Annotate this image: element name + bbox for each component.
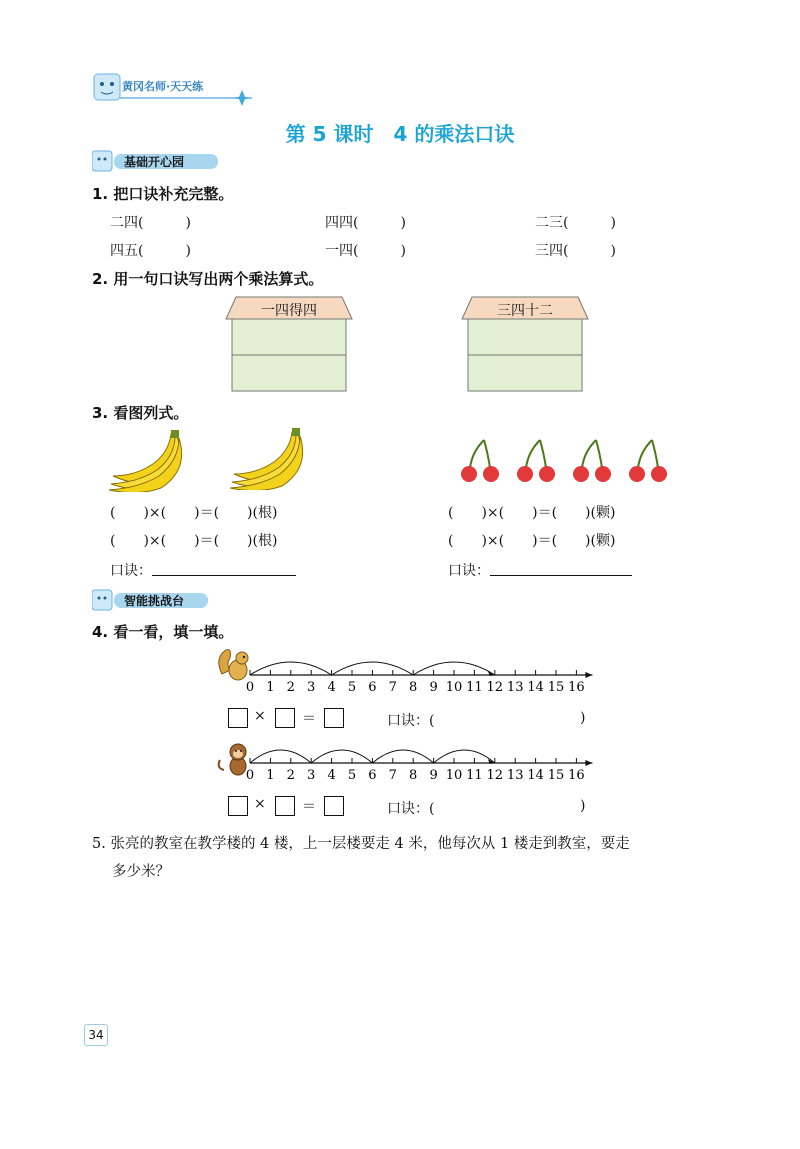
brand-text: 黄冈名师·天天练: [122, 80, 204, 93]
line1-tick-label: 4: [327, 680, 336, 695]
line2-tick-label: 14: [527, 768, 544, 783]
line2-tick-label: 11: [466, 768, 483, 783]
line2-tick-label: 16: [568, 768, 585, 783]
q4-koujue-1: 口诀：(: [387, 713, 435, 729]
line2-tick-label: 2: [286, 768, 295, 783]
q4-koujue-2-close: ): [580, 798, 586, 814]
q3-left-koujue-label: 口诀：: [110, 563, 152, 579]
q4-box-1c[interactable]: [324, 708, 344, 728]
line2-jump-arc: [372, 750, 433, 763]
house-2-label: 三四十二: [497, 303, 553, 319]
line2-jump-arc: [250, 750, 311, 763]
line1-tick-label: 1: [266, 680, 275, 695]
line1-tick-label: 12: [486, 680, 504, 695]
q1-item-3: 二三( ): [535, 215, 616, 231]
line1-tick-label: 2: [286, 680, 295, 695]
line2-tick-label: 8: [409, 768, 418, 783]
q1-item-6: 三四( ): [535, 243, 616, 259]
line2-tick-label: 7: [388, 768, 397, 783]
line2-axis-arrow: [585, 760, 592, 766]
q3-left-row-2: ( )×( )＝( )(根): [110, 533, 278, 549]
line2-tick-label: 10: [445, 768, 463, 783]
q5-text-line-1: 5. 张亮的教室在教学楼的 4 楼，上一层楼要走 4 米，他每次从 1 楼走到教室，要走: [92, 836, 630, 852]
house-1-label: 一四得四: [261, 303, 317, 319]
q3-left-row-1: ( )×( )＝( )(根): [110, 505, 278, 521]
line2-jump-arc: [434, 750, 495, 763]
q1-item-1: 二四( ): [110, 215, 191, 231]
cherry-icon: [570, 438, 614, 484]
q3-left-koujue-blank[interactable]: [152, 575, 296, 576]
q4-box-1a[interactable]: [228, 708, 248, 728]
q4-box-2c[interactable]: [324, 796, 344, 816]
banana-bunch-icon: [105, 430, 187, 492]
q4-times-2: ×: [254, 796, 266, 812]
line1-tick-label: 11: [466, 680, 483, 695]
line2-tick-label: 15: [547, 768, 565, 783]
banana-bunch-icon: [226, 428, 308, 490]
q1-item-4: 四五( ): [110, 243, 191, 259]
line1-tick-label: 0: [245, 680, 255, 695]
q4-box-1b[interactable]: [275, 708, 295, 728]
q1-item-5: 一四( ): [325, 243, 406, 259]
q4-equals-2: ＝: [302, 799, 316, 815]
q1-prompt: 1. 把口诀补充完整。: [92, 185, 234, 203]
line2-tick-label: 0: [245, 768, 255, 783]
line2-tick-label: 9: [429, 768, 438, 783]
q3-right-koujue-label: 口诀：: [448, 563, 490, 579]
cherry-icon: [626, 438, 670, 484]
section-basic-label: 基础开心园: [124, 155, 185, 169]
line1-tick-label: 8: [409, 680, 418, 695]
q4-box-2a[interactable]: [228, 796, 248, 816]
line1-tick-label: 14: [527, 680, 544, 695]
q4-koujue-1-close: ): [580, 710, 586, 726]
q4-equals-1: ＝: [302, 711, 316, 727]
q4-prompt: 4. 看一看，填一填。: [92, 623, 234, 641]
line1-tick-label: 5: [347, 680, 357, 695]
cherry-icon: [458, 438, 502, 484]
q4-times-1: ×: [254, 708, 266, 724]
q3-right-row-2: ( )×( )＝( )(颗): [448, 533, 616, 549]
line2-tick-label: 12: [486, 768, 504, 783]
q2-prompt: 2. 用一句口诀写出两个乘法算式。: [92, 270, 324, 288]
cherry-icon: [514, 438, 558, 484]
line2-tick-label: 6: [368, 768, 377, 783]
q5-text-line-2: 多少米？: [112, 864, 170, 880]
line1-tick-label: 10: [445, 680, 463, 695]
q1-item-2: 四四( ): [325, 215, 406, 231]
line1-tick-label: 16: [568, 680, 585, 695]
line1-tick-label: 6: [368, 680, 377, 695]
line2-tick-label: 13: [506, 768, 524, 783]
line1-axis-arrow: [585, 672, 592, 678]
number-line-2: [244, 733, 600, 793]
q4-box-2b[interactable]: [275, 796, 295, 816]
q3-right-row-1: ( )×( )＝( )(颗): [448, 505, 616, 521]
line1-tick-label: 7: [388, 680, 397, 695]
section-challenge-label: 智能挑战台: [124, 594, 185, 608]
q4-koujue-2: 口诀：(: [387, 801, 435, 817]
q3-prompt: 3. 看图列式。: [92, 404, 189, 422]
line1-tick-label: 3: [307, 680, 316, 695]
line2-tick-label: 1: [266, 768, 275, 783]
line2-jump-arc: [311, 750, 372, 763]
line1-tick-label: 15: [547, 680, 565, 695]
page-number: 34: [84, 1024, 108, 1046]
line1-tick-label: 9: [429, 680, 438, 695]
q3-right-koujue-blank[interactable]: [490, 575, 632, 576]
line2-tick-label: 4: [327, 768, 336, 783]
line1-tick-label: 13: [506, 680, 524, 695]
number-line-1: [244, 645, 600, 705]
page-title: 第 5 课时 4 的乘法口诀: [285, 122, 515, 146]
line2-tick-label: 5: [347, 768, 357, 783]
line2-tick-label: 3: [307, 768, 316, 783]
